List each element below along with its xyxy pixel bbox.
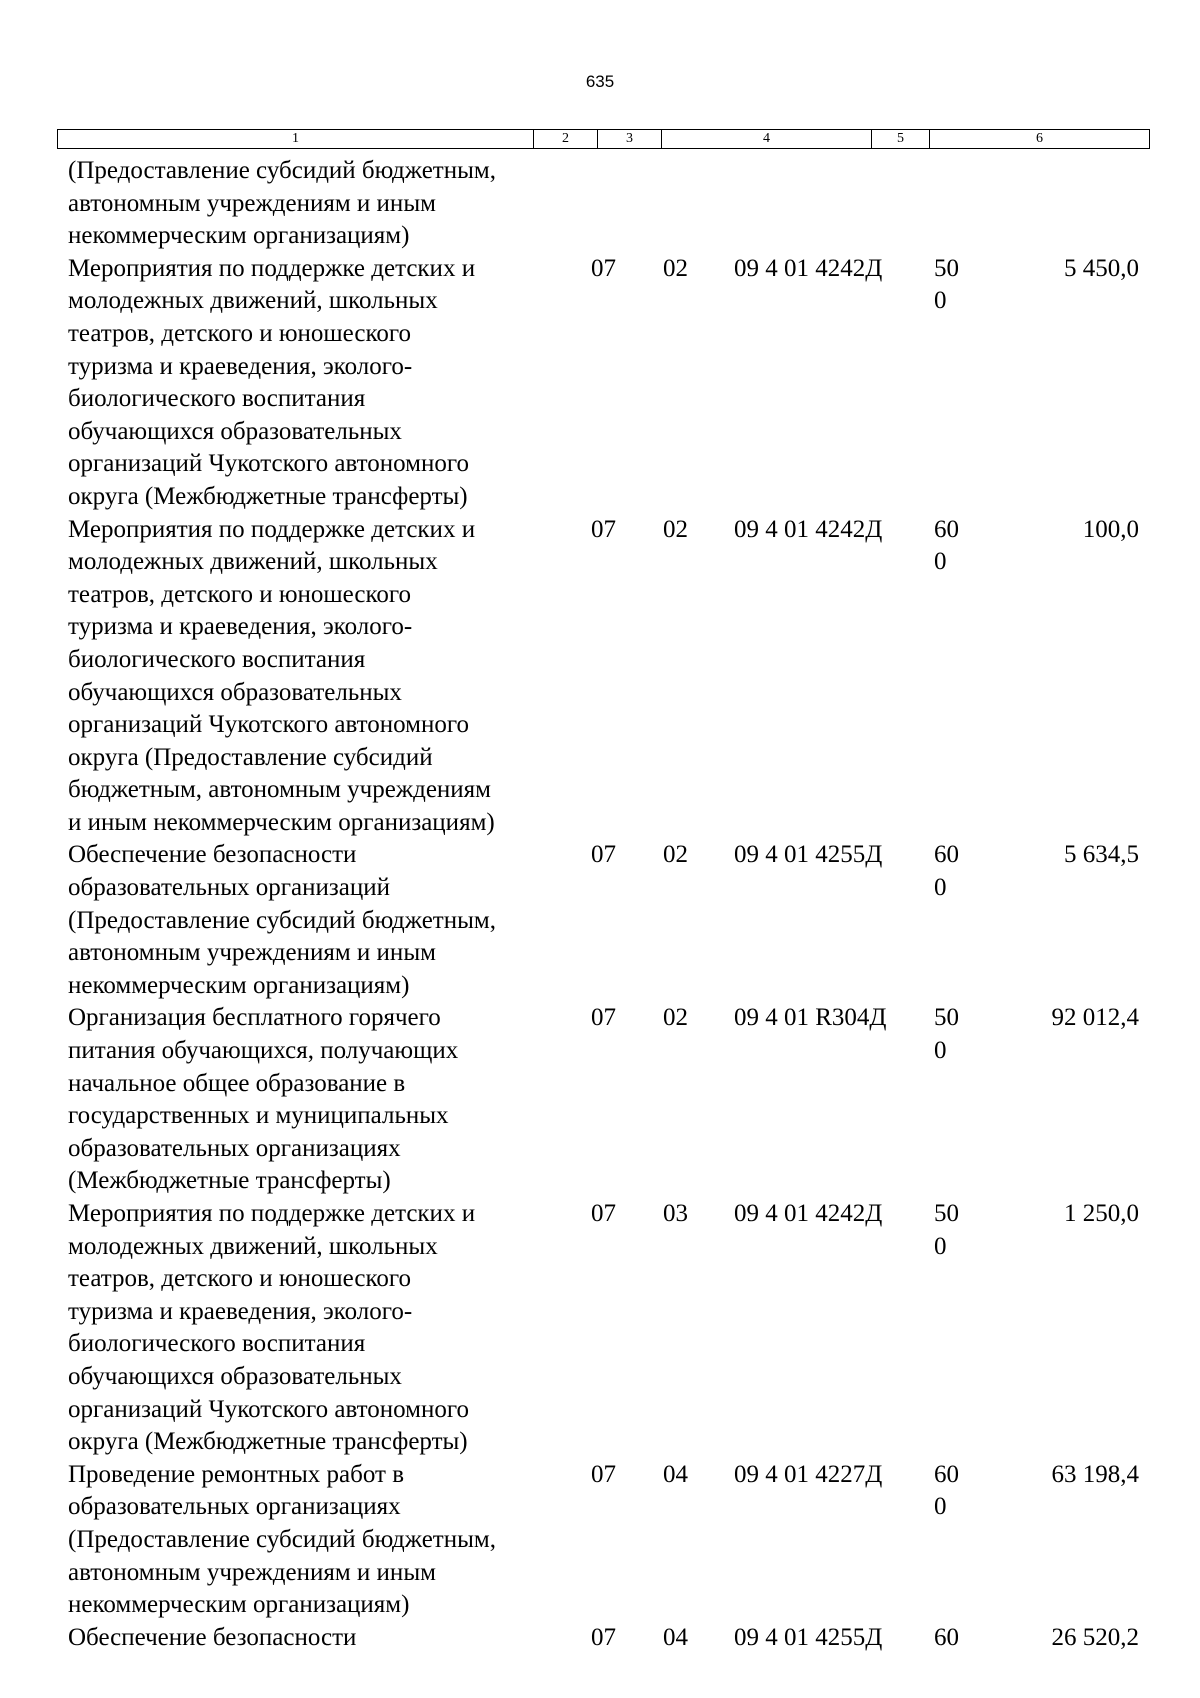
row-expense-type: 50 0 xyxy=(934,254,959,315)
row-subsection: 02 xyxy=(663,254,688,282)
row-amount: 1 250,0 xyxy=(1064,1200,1139,1227)
row-description: Обеспечение безопасности образовательных организаций (Предоставление субсидий бюджетным, автономным учреждениям и иным некоммерческим организациям) xyxy=(68,841,496,999)
row-expense-type: 50 0 xyxy=(934,1004,959,1065)
row-expense-type: 60 0 xyxy=(934,515,959,576)
row-expense-type: 50 0 xyxy=(934,1200,959,1260)
header-col-6: 6 xyxy=(930,130,1150,149)
header-col-3: 3 xyxy=(598,130,662,149)
row-subsection: 02 xyxy=(663,1004,688,1032)
row-amount: 63 198,4 xyxy=(1051,1460,1139,1488)
table-row xyxy=(57,514,1149,840)
row-section: 07 xyxy=(591,1460,616,1488)
row-target-article: 09 4 01 4242Д xyxy=(734,515,883,543)
row-section: 07 xyxy=(591,254,616,282)
row-description: Проведение ремонтных работ в образовательных организациях (Предоставление субсидий бюджетным, автономным учреждениям и иным некоммерческим организациям) xyxy=(68,1460,496,1619)
row-subsection: 02 xyxy=(663,515,688,543)
table-row xyxy=(57,1198,1149,1459)
row-section: 07 xyxy=(591,841,616,869)
row-amount: 92 012,4 xyxy=(1051,1004,1139,1032)
row-section: 07 xyxy=(591,1004,616,1032)
row-expense-type: 60 0 xyxy=(934,841,959,902)
header-col-5: 5 xyxy=(872,130,930,149)
row-expense-type: 60 0 xyxy=(934,1460,959,1521)
row-section: 07 xyxy=(591,1623,616,1651)
row-amount: 5 450,0 xyxy=(1064,254,1139,282)
header-col-1: 1 xyxy=(58,130,534,149)
row-description: Мероприятия по поддержке детских и молодежных движений, школьных театров, детского и юношеского туризма и краеведения, эколого- биологического воспитания обучающихся образовательных организаций Чукотского автономного округа (Межбюджетные трансферты) xyxy=(68,254,476,510)
row-description: Обеспечение безопасности xyxy=(68,1623,357,1651)
row-subsection: 02 xyxy=(663,841,688,869)
row-subsection: 03 xyxy=(663,1200,688,1227)
row-amount: 100,0 xyxy=(1082,515,1139,543)
page-number: 635 xyxy=(585,72,615,91)
table-row xyxy=(57,1002,1149,1198)
table-row xyxy=(57,839,1149,1002)
row-description: Мероприятия по поддержке детских и молодежных движений, школьных театров, детского и юношеского туризма и краеведения, эколого- биологического воспитания обучающихся образовательных организаций Чукотского автономного округа (Предоставление субсидий бюджетным, автономным учреждениям и иным некоммерческим организациям) xyxy=(68,515,495,836)
row-target-article: 09 4 01 4255Д xyxy=(734,841,883,869)
row-section: 07 xyxy=(591,1200,616,1227)
row-description: Организация бесплатного горячего питания обучающихся, получающих начальное общее образование в государственных и муниципальных образовательных организациях (Межбюджетные трансферты) xyxy=(68,1004,459,1195)
row-target-article: 09 4 01 4227Д xyxy=(734,1460,883,1488)
table-row xyxy=(57,253,1149,514)
column-number-header xyxy=(57,129,1150,149)
row-subsection: 04 xyxy=(663,1623,688,1651)
row-target-article: 09 4 01 R304Д xyxy=(734,1004,887,1032)
row-description: Мероприятия по поддержке детских и молодежных движений, школьных театров, детского и юношеского туризма и краеведения, эколого- биологического воспитания обучающихся образовательных организаций Чукотского автономного округа (Межбюджетные трансферты) xyxy=(68,1200,476,1456)
budget-table-body xyxy=(57,155,1149,1654)
row-description: (Предоставление субсидий бюджетным, автономным учреждениям и иным некоммерческим организациям) xyxy=(68,157,496,250)
header-col-2: 2 xyxy=(534,130,598,149)
row-amount: 5 634,5 xyxy=(1064,841,1139,869)
continuation-row xyxy=(57,155,1149,253)
header-col-4: 4 xyxy=(662,130,872,149)
row-expense-type: 60 xyxy=(934,1623,959,1651)
row-target-article: 09 4 01 4242Д xyxy=(734,254,883,282)
row-subsection: 04 xyxy=(663,1460,688,1488)
table-row xyxy=(57,1459,1149,1622)
row-section: 07 xyxy=(591,515,616,543)
row-target-article: 09 4 01 4242Д xyxy=(734,1200,883,1227)
row-target-article: 09 4 01 4255Д xyxy=(734,1623,883,1651)
row-amount: 26 520,2 xyxy=(1051,1623,1139,1651)
table-row xyxy=(57,1622,1149,1655)
